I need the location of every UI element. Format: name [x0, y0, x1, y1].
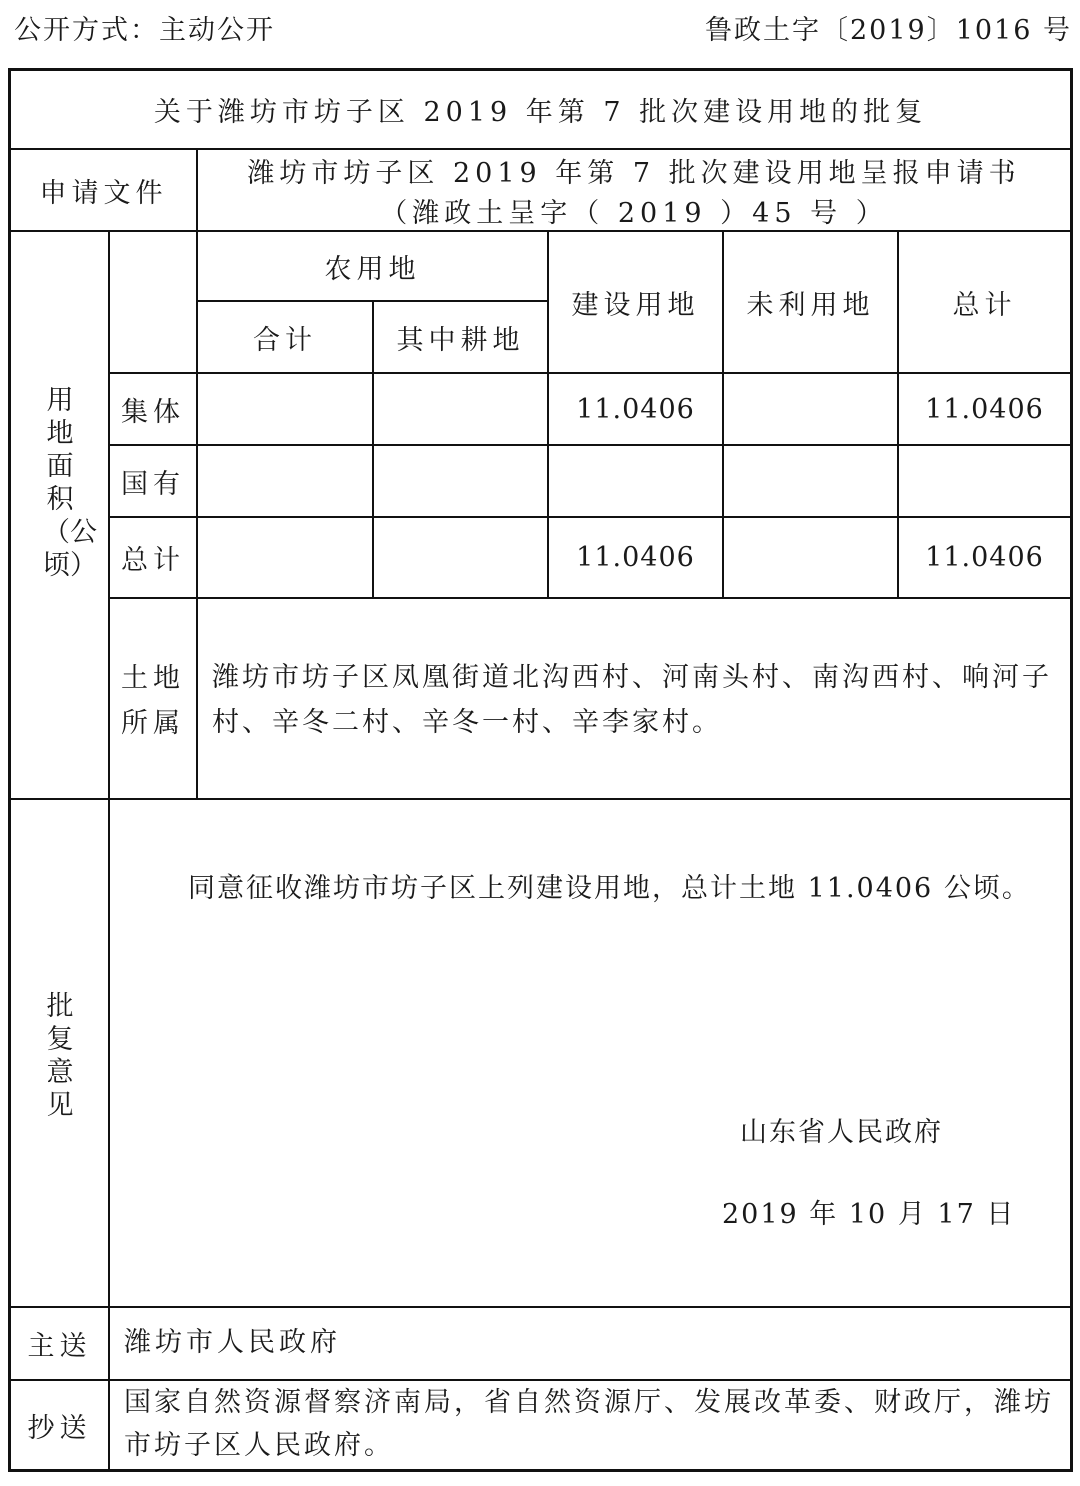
table-cell: 11.0406 [925, 393, 1044, 425]
table-cell [724, 518, 897, 597]
table-cell: 11.0406 [576, 542, 695, 573]
table-cell [374, 446, 547, 516]
col-cultivated: 其中耕地 [396, 324, 525, 356]
cc-label: 抄送 [27, 1412, 92, 1444]
opinion-label: 批复意见 [46, 991, 74, 1121]
disclosure-mode: 公开方式：主动公开 [14, 15, 275, 46]
form-title: 关于潍坊市坊子区 2019 年第 7 批次建设用地的批复 [153, 96, 928, 128]
table-cell [374, 374, 547, 444]
opinion-text: 同意征收潍坊市坊子区上列建设用地，总计土地 11.0406 公顷。 [188, 873, 1031, 904]
land-area-label: 用地面积（公顷） [43, 385, 97, 581]
table-cell [549, 446, 722, 516]
row-label-state: 国有 [121, 468, 185, 500]
table-cell [724, 446, 897, 516]
col-total: 总计 [952, 289, 1017, 321]
application-document-number: （潍政土呈字（ 2019 ）45 号 ） [380, 197, 888, 229]
table-cell [198, 374, 372, 444]
document-number: 鲁政土字〔2019〕1016 号 [704, 15, 1072, 46]
issuer-name: 山东省人民政府 [740, 1117, 943, 1148]
main-recipient-label: 主送 [27, 1331, 92, 1362]
row-label-total: 总计 [121, 545, 185, 576]
table-cell [899, 446, 1070, 516]
table-cell [374, 518, 547, 597]
table-cell: 11.0406 [576, 393, 695, 425]
main-recipient: 潍坊市人民政府 [124, 1327, 341, 1358]
col-unused: 未利用地 [746, 289, 875, 321]
application-label: 申请文件 [39, 177, 168, 209]
application-document-name: 潍坊市坊子区 2019 年第 7 批次建设用地呈报申请书 [247, 157, 1021, 189]
table-cell [724, 374, 897, 444]
issue-date: 2019 年 10 月 17 日 [722, 1199, 1016, 1230]
col-subtotal: 合计 [253, 324, 317, 356]
cc-text: 国家自然资源督察济南局，省自然资源厅、发展改革委、财政厅，潍坊市坊子区人民政府。 [124, 1387, 1054, 1461]
col-farmland: 农用地 [324, 253, 421, 285]
ownership-text: 潍坊市坊子区凤凰街道北沟西村、河南头村、南沟西村、响河子村、辛冬二村、辛冬一村、辛李家村。 [212, 662, 1052, 738]
table-cell [198, 518, 372, 597]
ownership-label-line1: 土地 [121, 662, 185, 694]
col-construction: 建设用地 [571, 289, 700, 321]
row-label-collective: 集体 [121, 396, 185, 428]
ownership-label-line2: 所属 [121, 707, 185, 739]
table-cell: 11.0406 [925, 542, 1044, 573]
table-cell [198, 446, 372, 516]
